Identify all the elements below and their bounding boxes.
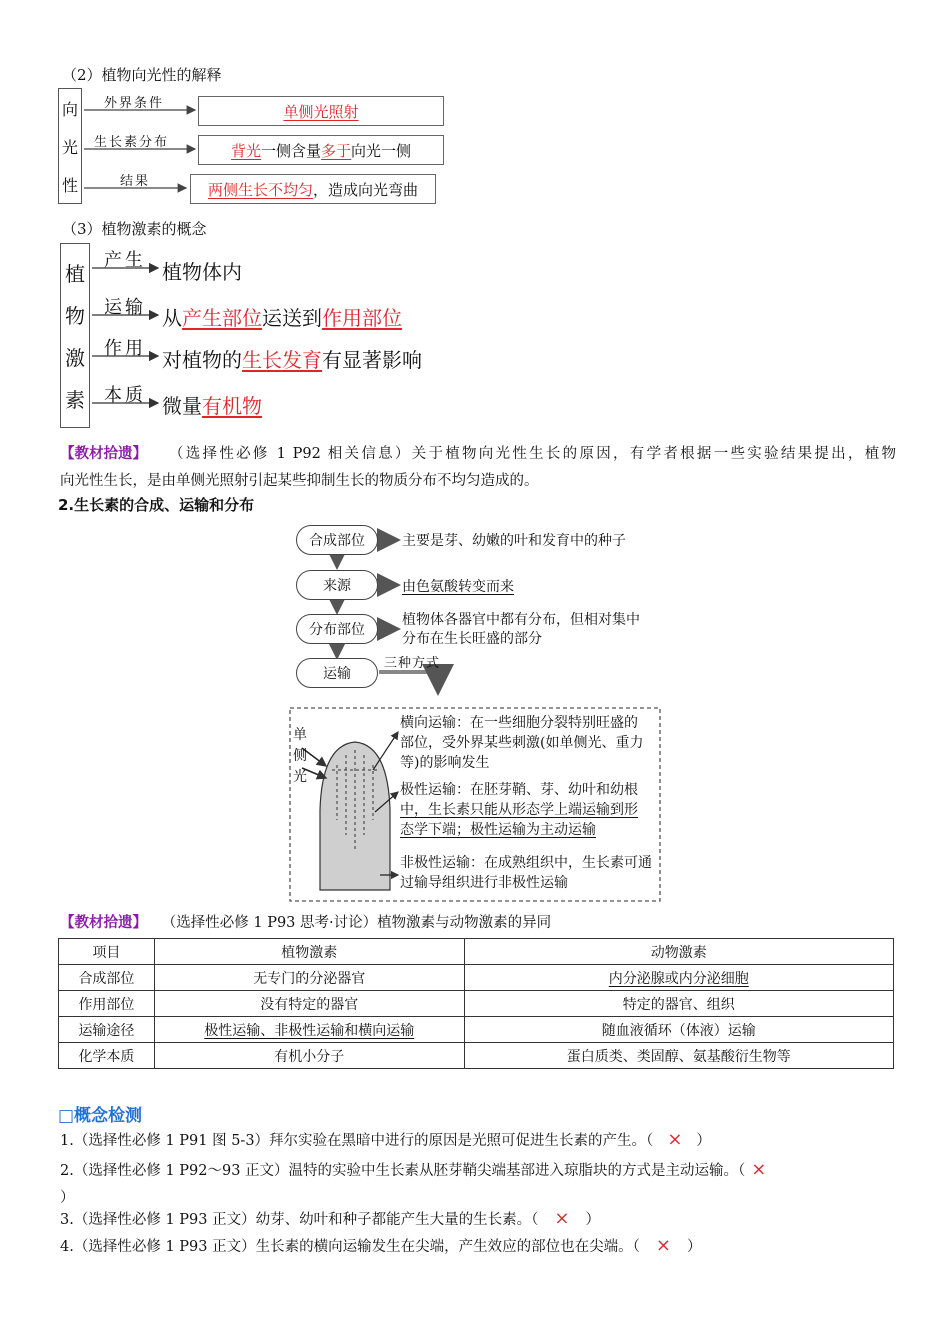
- cell-text: 内分泌腺或内分泌细胞: [608, 970, 749, 987]
- cell-text: 极性运输、非极性运输和横向运输: [204, 1022, 415, 1039]
- concept-check-title: □概念检测: [58, 1106, 143, 1126]
- table-row: [59, 1017, 894, 1043]
- check-item: [60, 1129, 711, 1150]
- flow-desc-text: 由色氨酸转变而来: [402, 579, 514, 595]
- light-char: 侧: [293, 748, 307, 764]
- outcome-box: [198, 135, 444, 165]
- flow-desc: [402, 576, 514, 596]
- note-text: 向光性生长，是由单侧光照射引起某些抑制生长的物质分布不均匀造成的。: [60, 473, 539, 489]
- label-char: 激: [65, 345, 85, 370]
- plant-hormone-label: [60, 243, 90, 428]
- note-tag: 【教材拾遗】: [60, 446, 147, 462]
- flow-node-transport: 运输: [296, 658, 378, 688]
- plain-text: 一侧含量: [260, 141, 321, 160]
- flow-desc: [402, 611, 640, 649]
- check-item: [60, 1156, 896, 1212]
- check-item: [60, 1235, 701, 1256]
- note-text: （选择性必修 1 P92 相关信息）关于植物向光性生长的原因，有学者根据一些实验结果提出，植物: [169, 446, 896, 462]
- branch-label: 产生: [104, 250, 146, 271]
- label-char: 素: [65, 387, 85, 412]
- flow-node-distribution: 分布部位: [296, 614, 378, 644]
- table-cell: [464, 965, 893, 991]
- transport-line: 极性运输：在胚芽鞘、芽、幼叶和幼根: [400, 782, 638, 798]
- plain-text: 向光一侧: [351, 141, 412, 160]
- branch-label: 作用: [104, 338, 146, 359]
- section-2-title: [58, 494, 254, 515]
- check-text: 3.（选择性必修 1 P93 正文）幼芽、幼叶和种子都能产生大量的生长素。（: [60, 1212, 539, 1228]
- plain-text: 对植物的: [162, 348, 242, 372]
- table-cell: 随血液循环（体液）运输: [464, 1017, 893, 1043]
- textbook-note-1: [60, 441, 896, 495]
- plain-text: 植物体内: [162, 260, 242, 284]
- section-title: 生长素的合成、运输和分布: [74, 496, 255, 514]
- transport-line: 横向运输：在一些细胞分裂特别旺盛的: [400, 715, 638, 731]
- flow-desc: 主要是芽、幼嫩的叶和发育中的种子: [402, 533, 626, 549]
- transport-line: 部位，受外界某些刺激(如单侧光、重力: [400, 735, 644, 751]
- key-term: 有机物: [202, 394, 262, 418]
- section-number: 2.: [58, 496, 75, 514]
- key-term: 产生部位: [182, 306, 262, 330]
- branch-label: 外界条件: [104, 96, 165, 111]
- section2-heading: （2）植物向光性的解释: [62, 66, 222, 84]
- transport-line: 态学下端；极性运输为主动运输: [400, 822, 596, 838]
- hormone-row: [162, 256, 242, 285]
- key-term: 两侧生长不均匀: [207, 180, 313, 199]
- transport-line: 非极性运输：在成熟组织中，生长素可通: [400, 855, 652, 871]
- table-cell: 运输途径: [59, 1017, 155, 1043]
- light-char: 光: [293, 769, 307, 785]
- three-ways-label: 三种方式: [384, 656, 441, 671]
- hormone-row: [162, 344, 422, 373]
- label-char: 向: [61, 99, 78, 119]
- table-row: [59, 991, 894, 1017]
- key-term: 多于: [321, 141, 352, 160]
- cross-mark-icon: ×: [655, 1235, 671, 1256]
- table-cell: 没有特定的器官: [154, 991, 464, 1017]
- cross-mark-icon: ×: [751, 1159, 767, 1180]
- key-term: 单侧光照射: [283, 102, 359, 121]
- branch-label: 结果: [120, 174, 151, 189]
- cross-mark-icon: ×: [667, 1129, 683, 1150]
- table-row: [59, 1043, 894, 1069]
- table-cell: 作用部位: [59, 991, 155, 1017]
- label-char: 物: [65, 304, 85, 329]
- label-char: 植: [65, 262, 85, 287]
- check-text: 4.（选择性必修 1 P93 正文）生长素的横向运输发生在尖端，产生效应的部位也在尖端。（: [60, 1239, 640, 1255]
- lateral-transport-text: [400, 713, 643, 773]
- hormone-row: [162, 302, 402, 331]
- table-cell: 无专门的分泌器官: [154, 965, 464, 991]
- table-row: [59, 965, 894, 991]
- table-cell: [154, 1017, 464, 1043]
- note-tag: 【教材拾遗】: [60, 915, 147, 931]
- check-close: ）: [60, 1190, 75, 1206]
- plain-text: 有显著影响: [322, 348, 422, 372]
- flow-desc-line: 分布在生长旺盛的部分: [402, 631, 542, 647]
- check-close: ）: [686, 1239, 702, 1255]
- check-text: 1.（选择性必修 1 P91 图 5-3）拜尔实验在黑暗中进行的原因是光照可促进生长素的产生。（: [60, 1133, 654, 1149]
- label-char: 光: [61, 137, 78, 157]
- flow-node-synthesis: 合成部位: [296, 525, 378, 555]
- check-item: [60, 1208, 600, 1229]
- light-label: [293, 725, 307, 788]
- check-close: ）: [696, 1133, 711, 1149]
- transport-line: 过输导组织进行非极性运输: [400, 875, 568, 891]
- outcome-box: [198, 96, 444, 126]
- table-header: 动物激素: [464, 939, 893, 965]
- outcome-box: [190, 174, 436, 204]
- cross-mark-icon: ×: [554, 1208, 570, 1229]
- textbook-note-2: [60, 911, 551, 932]
- table-header-row: [59, 939, 894, 965]
- section3-heading: （3）植物激素的概念: [62, 220, 207, 238]
- flow-desc-line: 植物体各器官中都有分布，但相对集中: [402, 612, 640, 628]
- table-cell: 特定的器官、组织: [464, 991, 893, 1017]
- plain-text: 从: [162, 306, 182, 330]
- phototropism-label: [58, 88, 82, 204]
- branch-label: 运输: [104, 297, 146, 318]
- transport-line: 等)的影响发生: [400, 755, 490, 771]
- key-term: 背光: [230, 141, 261, 160]
- check-text: 2.（选择性必修 1 P92～93 正文）温特的实验中生长素从胚芽鞘尖端基部进入琼脂块的方式是主动运输。（: [60, 1163, 746, 1179]
- light-char: 单: [293, 727, 307, 743]
- label-char: 性: [61, 175, 78, 195]
- flow-node-source: 来源: [296, 570, 378, 600]
- plain-text: 运送到: [262, 306, 322, 330]
- branch-label: 生长素分布: [94, 135, 170, 150]
- table-header: 项目: [59, 939, 155, 965]
- hormone-row: [162, 390, 262, 419]
- plain-text: ，造成向光弯曲: [313, 180, 419, 199]
- transport-line: 中，生长素只能从形态学上端运输到形: [400, 802, 638, 818]
- table-cell: 合成部位: [59, 965, 155, 991]
- key-term: 作用部位: [322, 306, 402, 330]
- check-close: ）: [585, 1212, 600, 1228]
- polar-transport-text: [400, 780, 638, 840]
- nonpolar-transport-text: [400, 853, 652, 893]
- table-cell: 化学本质: [59, 1043, 155, 1069]
- table-header: 植物激素: [154, 939, 464, 965]
- key-term: 生长发育: [242, 348, 322, 372]
- table-cell: 蛋白质类、类固醇、氨基酸衍生物等: [464, 1043, 893, 1069]
- branch-label: 本质: [104, 385, 146, 406]
- note-text: （选择性必修 1 P93 思考·讨论）植物激素与动物激素的异同: [169, 915, 552, 931]
- table-cell: 有机小分子: [154, 1043, 464, 1069]
- hormone-comparison-table: [58, 938, 894, 1069]
- plain-text: 微量: [162, 394, 202, 418]
